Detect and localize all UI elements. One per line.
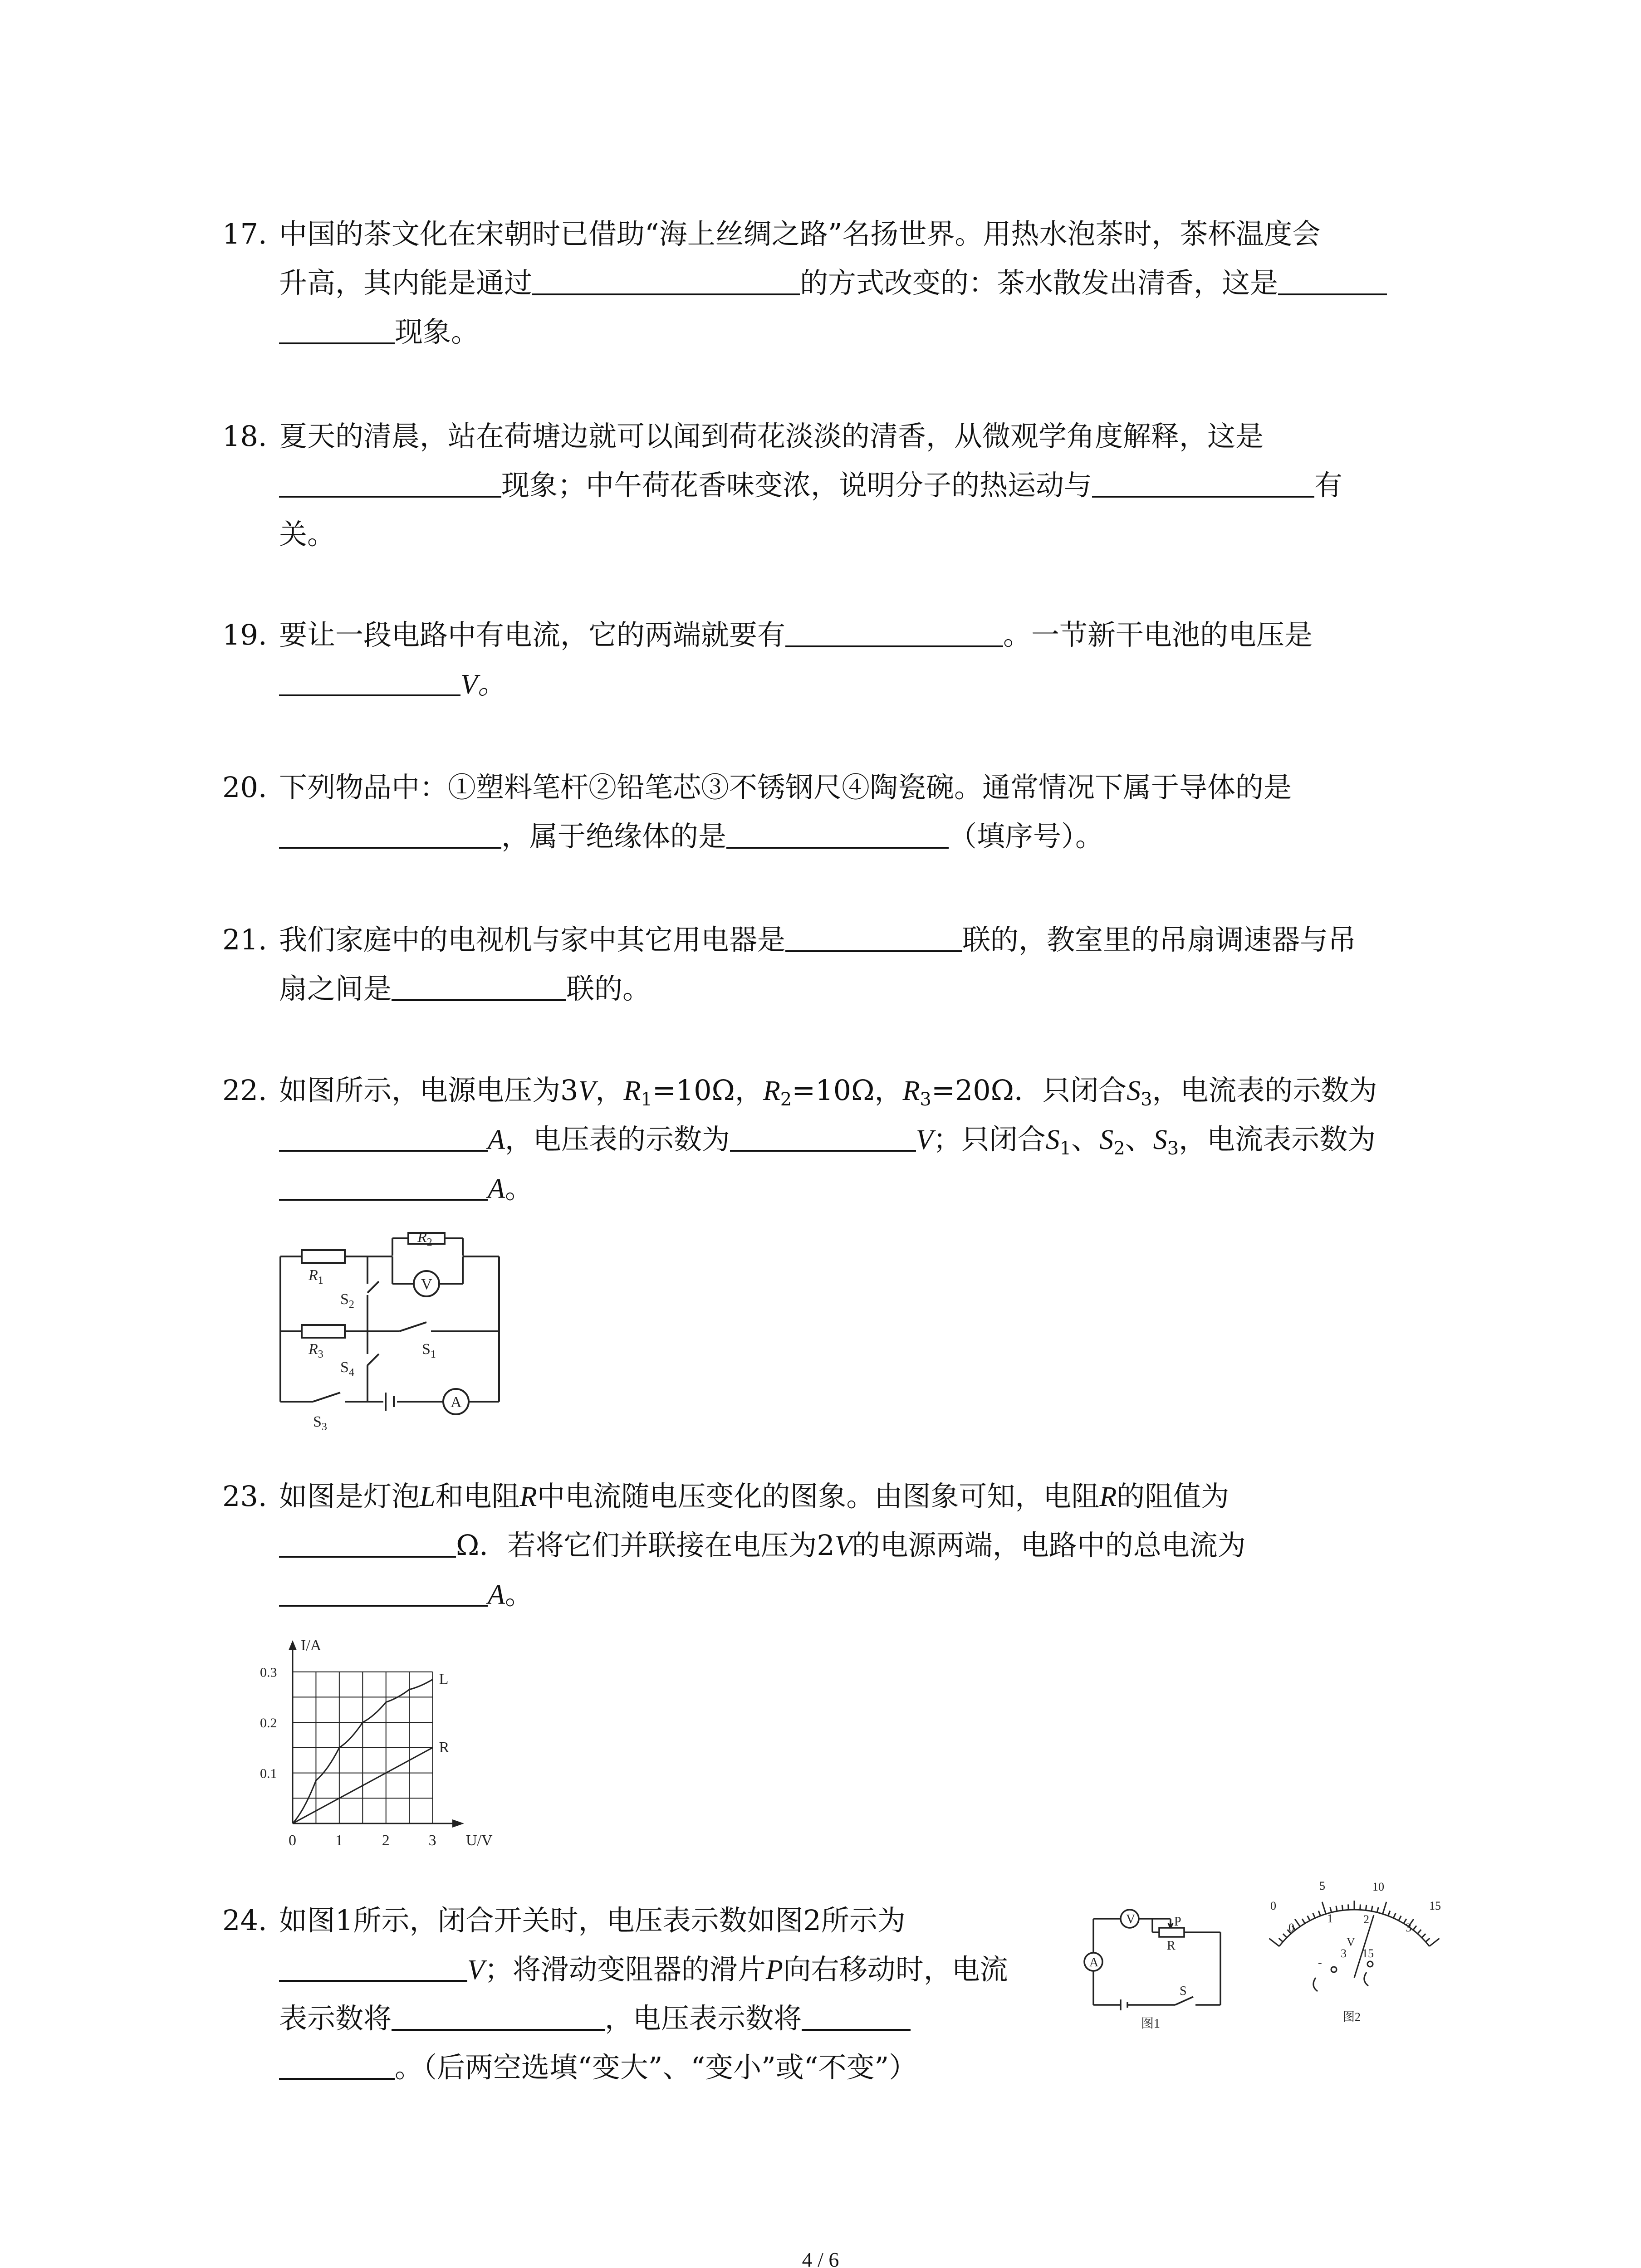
symbol: S: [1045, 1124, 1060, 1155]
question-text: 。: [505, 1578, 533, 1611]
question-number: 24.: [222, 1904, 267, 1937]
question-text: 现象。: [395, 315, 480, 348]
question-text: ，电压表示数将: [605, 2002, 802, 2035]
question-text: 和电阻: [435, 1480, 520, 1513]
dial-tick: [1336, 1906, 1337, 1911]
dial-tick: [1429, 1938, 1439, 1946]
subscript: 3: [1167, 1138, 1179, 1159]
answer-blank[interactable]: [730, 1123, 916, 1152]
question-text: 。一节新干电池的电压是: [1003, 618, 1313, 651]
label-s3: S: [313, 1413, 322, 1430]
switch-label: S: [1180, 1984, 1187, 1998]
answer-blank[interactable]: [1092, 469, 1314, 498]
voltmeter-dial-q24-fig2: [1261, 1873, 1452, 2032]
label-r2: R: [417, 1229, 427, 1246]
question-number: 23.: [222, 1480, 267, 1513]
answer-blank[interactable]: [279, 1123, 488, 1152]
answer-blank[interactable]: [279, 820, 501, 849]
question-text: Ω．若将它们并联接在电压为2: [456, 1529, 835, 1562]
answer-blank[interactable]: [279, 1172, 488, 1201]
question-text: 中国的茶文化在宋朝时已借助“海上丝绸之路”名扬世界。用热水泡茶时，茶杯温度会: [279, 217, 1321, 250]
label-r2-sub: 2: [426, 1237, 432, 1248]
question-text: 。: [505, 1172, 533, 1205]
answer-blank[interactable]: [279, 1578, 488, 1607]
answer-blank[interactable]: [279, 315, 395, 344]
dial-tick: [1417, 1930, 1421, 1934]
unit: A: [488, 1124, 505, 1155]
terminal-wire-right: [1364, 1972, 1368, 1986]
dial-tick: [1313, 1913, 1315, 1918]
ammeter-label: A: [451, 1394, 462, 1411]
unit: V: [467, 1955, 485, 1985]
figure-caption: 图1: [1141, 2017, 1161, 2031]
answer-blank[interactable]: [785, 923, 962, 952]
terminal-15: 15: [1362, 1947, 1374, 1960]
question-number: 20.: [222, 771, 267, 804]
unit: V: [834, 1530, 852, 1561]
label-s2-sub: 2: [348, 1299, 354, 1310]
dial-tick: [1318, 1911, 1320, 1916]
dial-tick: [1393, 1913, 1396, 1918]
answer-blank[interactable]: [279, 667, 460, 696]
question-text: ；只闭合: [933, 1123, 1046, 1156]
dial-tick: [1283, 1934, 1287, 1937]
question-text: 现象；中午荷花香味变浓，说明分子的热运动与: [501, 469, 1092, 502]
circuit-diagram-q22: [277, 1229, 508, 1438]
question-text: =10Ω，: [652, 1074, 763, 1107]
question-text: 的电源两端，电路中的总电流为: [852, 1529, 1246, 1562]
question-text: 我们家庭中的电视机与家中其它用电器是: [279, 923, 786, 956]
outer-tick-5: 5: [1319, 1879, 1325, 1892]
symbol: R: [519, 1481, 537, 1512]
question-text: 。（后两空选填“变大”、“变小”或“不变”）: [395, 2051, 917, 2084]
voltmeter-label: V: [1126, 1912, 1136, 1926]
symbol: R: [902, 1075, 920, 1106]
label-s2: S: [340, 1291, 349, 1308]
question-number: 17.: [222, 217, 267, 250]
answer-blank[interactable]: [726, 820, 949, 849]
dial-tick: [1348, 1904, 1349, 1910]
symbol: S: [1153, 1124, 1167, 1155]
figure-caption: 图2: [1343, 2010, 1361, 2024]
inner-tick-2: 2: [1363, 1913, 1369, 1926]
dial-tick: [1308, 1916, 1310, 1921]
question-text: =10Ω，: [792, 1074, 903, 1107]
subscript: 1: [1059, 1138, 1072, 1159]
inner-tick-1: 1: [1327, 1912, 1333, 1925]
chart-axes: [289, 1640, 464, 1828]
answer-blank[interactable]: [279, 1529, 456, 1558]
question-text: ，电流表示数为: [1179, 1123, 1376, 1156]
dial-tick: [1422, 1934, 1425, 1937]
subscript: 3: [1141, 1089, 1152, 1110]
question-text: 联的。: [566, 972, 651, 1005]
answer-blank[interactable]: [532, 266, 800, 295]
subscript: 1: [641, 1089, 652, 1110]
symbol: S: [1099, 1124, 1114, 1155]
answer-blank[interactable]: [279, 2051, 395, 2080]
question-text: 如图是灯泡: [279, 1480, 420, 1513]
dial-tick: [1377, 1907, 1378, 1912]
label-s4-sub: 4: [348, 1367, 354, 1378]
subscript: 2: [1113, 1138, 1125, 1159]
symbol: S: [1127, 1075, 1141, 1106]
x-tick-label: 3: [428, 1832, 436, 1849]
dial-tick: [1388, 1911, 1390, 1916]
outer-tick-0: 0: [1270, 1899, 1276, 1912]
label-r3: R: [309, 1341, 318, 1358]
question-text: 升高，其内能是通过: [279, 266, 533, 299]
dial-tick: [1279, 1938, 1283, 1942]
label-s4: S: [340, 1359, 349, 1376]
question-text: 下列物品中：①塑料笔杆②铅笔芯③不锈钢尺④陶瓷碗。通常情况下属于导体的是: [279, 771, 1292, 804]
dial-tick: [1322, 1902, 1326, 1914]
x-tick-label: 0: [289, 1832, 296, 1849]
svg-text:R3: [308, 1341, 323, 1360]
unit: V: [578, 1075, 596, 1106]
y-axis-arrow: [289, 1640, 297, 1650]
terminal-knob: [1367, 1961, 1373, 1967]
y-axis-label: I/A: [301, 1637, 322, 1654]
answer-blank[interactable]: [279, 1953, 467, 1982]
question-text: ；将滑动变阻器的滑片: [484, 1953, 766, 1986]
question-text: 、: [1071, 1123, 1100, 1156]
label-r1: R: [309, 1267, 318, 1284]
terminal-neg: -: [1318, 1956, 1322, 1969]
y-tick-label: 0.1: [260, 1766, 277, 1781]
question-number: 18.: [222, 420, 267, 453]
answer-blank[interactable]: [392, 2002, 605, 2031]
label-s1-sub: 1: [430, 1349, 436, 1360]
label-s1: S: [422, 1341, 431, 1358]
question-text: ，电流表的示数为: [1152, 1074, 1377, 1107]
question-number: 19.: [222, 618, 267, 651]
series-label-R: R: [439, 1739, 450, 1756]
x-tick-label: 1: [335, 1832, 343, 1849]
answer-blank[interactable]: [785, 618, 1003, 647]
series-label-L: L: [439, 1671, 449, 1688]
answer-blank[interactable]: [1278, 266, 1387, 295]
symbol: R: [763, 1075, 780, 1106]
question-text: （填序号）。: [949, 820, 1104, 853]
svg-text:S2: [340, 1291, 354, 1310]
question-number: 22.: [222, 1074, 267, 1107]
circuit-diagram-q24-fig1: [1084, 1896, 1234, 2032]
dial-tick: [1383, 1902, 1386, 1914]
terminal-wire-left: [1313, 1978, 1318, 1991]
svg-text:S3: [313, 1413, 327, 1433]
question-text: ，属于绝缘体的是: [501, 820, 727, 853]
symbol: L: [420, 1481, 436, 1512]
question-text: =20Ω．只闭合: [931, 1074, 1127, 1107]
symbol: P: [765, 1955, 783, 1985]
iv-chart: [260, 1615, 554, 1860]
inner-tick-0: 0: [1288, 1921, 1294, 1934]
meter-symbol: V: [1347, 1936, 1355, 1949]
terminal-3: 3: [1341, 1947, 1347, 1960]
label-r1-sub: 1: [318, 1275, 323, 1286]
question-text: 有: [1314, 469, 1343, 502]
svg-text:R1: [308, 1267, 323, 1286]
label-s3-sub: 3: [321, 1421, 327, 1433]
question-text: 、: [1125, 1123, 1153, 1156]
question-text: 如图1所示，闭合开关时，电压表示数如图2所示为: [279, 1904, 906, 1937]
question-text: 要让一段电路中有电流，它的两端就要有: [279, 618, 786, 651]
dial-tick: [1399, 1916, 1401, 1921]
question-text: 联的，教室里的吊扇调速器与吊: [962, 923, 1357, 956]
question-number: 21.: [222, 923, 267, 956]
subscript: 3: [920, 1089, 931, 1110]
question-text: 的阻值为: [1117, 1480, 1230, 1513]
svg-text:S4: [340, 1359, 354, 1378]
subscript: 2: [780, 1089, 792, 1110]
svg-text:R2: [417, 1229, 432, 1248]
slider-label: P: [1174, 1915, 1181, 1929]
outer-tick-15: 15: [1429, 1899, 1441, 1912]
page-number: 4 / 6: [802, 2248, 839, 2268]
question-text: 表示数将: [279, 2002, 392, 2035]
dial-tick: [1413, 1926, 1416, 1930]
dial-tick: [1425, 1938, 1430, 1942]
dial-tick: [1302, 1919, 1305, 1923]
unit: A: [488, 1173, 505, 1204]
dial-tick: [1269, 1938, 1279, 1946]
question-text: 夏天的清晨，站在荷塘边就可以闻到荷花淡淡的清香，从微观学角度解释，这是: [279, 420, 1264, 453]
answer-blank[interactable]: [279, 469, 501, 498]
y-tick-label: 0.3: [260, 1665, 277, 1680]
label-r3-sub: 3: [318, 1349, 323, 1360]
ammeter-label: A: [1089, 1955, 1099, 1970]
x-axis-arrow: [452, 1819, 464, 1828]
chart-labels: [260, 1637, 493, 1849]
question-text: 向右移动时，电流: [783, 1953, 1008, 1986]
question-text: ，: [595, 1074, 624, 1107]
outer-tick-10: 10: [1372, 1880, 1384, 1893]
rheostat-label: R: [1167, 1939, 1176, 1953]
dial-tick: [1295, 1919, 1300, 1926]
voltmeter-label: V: [421, 1276, 432, 1293]
terminal-knob: [1331, 1967, 1337, 1972]
question-text: 中电流随电压变化的图象。由图象可知，电阻: [537, 1480, 1100, 1513]
question-text: ，电压表的示数为: [505, 1123, 730, 1156]
question-text: 如图所示，电源电压为3: [279, 1074, 578, 1107]
symbol: R: [1099, 1481, 1117, 1512]
answer-blank[interactable]: [392, 972, 566, 1001]
unit: V: [916, 1124, 933, 1155]
y-tick-label: 0.2: [260, 1716, 277, 1731]
chart-grid: [293, 1672, 433, 1823]
symbol: R: [623, 1075, 641, 1106]
svg-text:S1: [422, 1341, 436, 1360]
unit: A: [488, 1579, 505, 1610]
dial-tick: [1360, 1904, 1361, 1910]
question-text: 扇之间是: [279, 972, 392, 1005]
question-text: 的方式改变的：茶水散发出清香，这是: [800, 266, 1279, 299]
x-axis-label: U/V: [466, 1832, 493, 1849]
question-text: 关。: [279, 518, 336, 551]
answer-blank[interactable]: [802, 2002, 911, 2031]
x-tick-label: 2: [382, 1832, 390, 1849]
unit: V。: [460, 669, 506, 700]
inner-tick-3: 3: [1406, 1921, 1411, 1934]
